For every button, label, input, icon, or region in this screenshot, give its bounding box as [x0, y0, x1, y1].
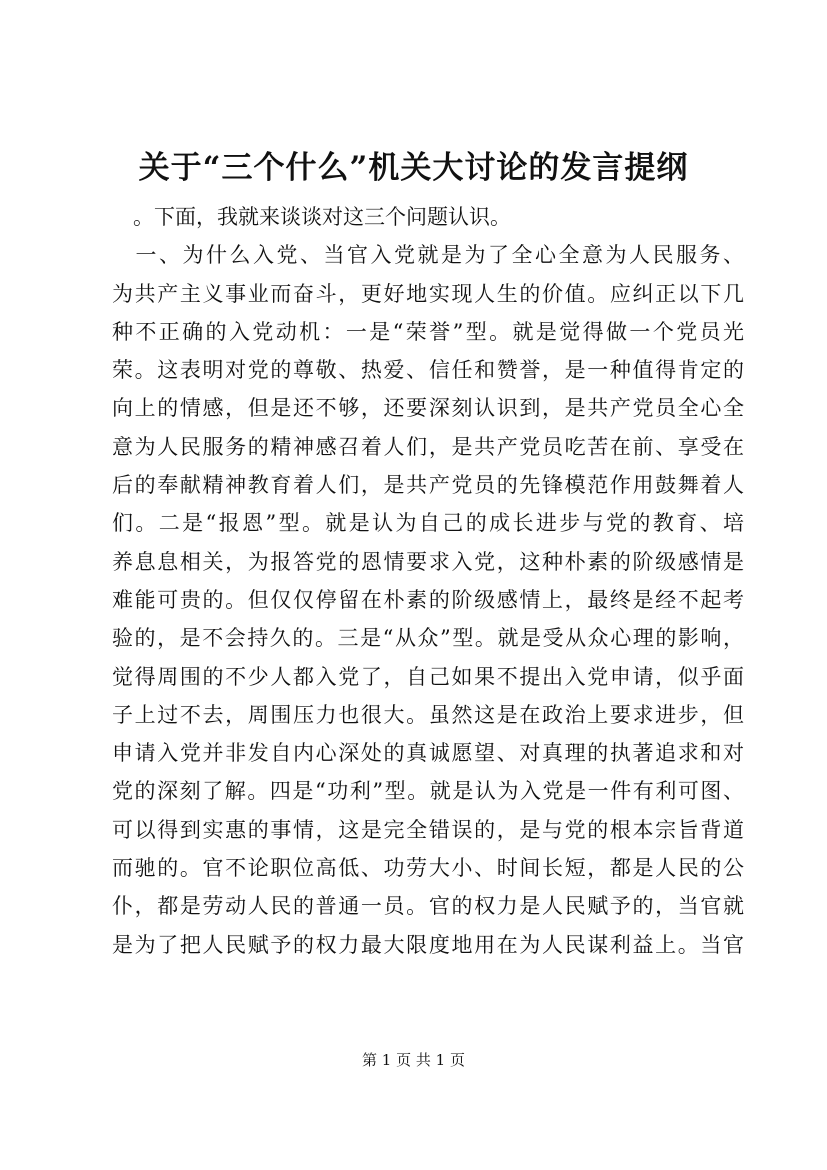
paragraph-line: 难能可贵的。但仅仅停留在朴素的阶级感情上，最终是经不起考 [112, 587, 744, 612]
paragraph-line: 们。二是“报恩”型。就是认为自己的成长进步与党的教育、培 [112, 511, 744, 536]
document-body [112, 198, 744, 964]
paragraph-line: 向上的情感，但是还不够，还要深刻认识到，是共产党员全心全 [112, 396, 744, 421]
paragraph-line: 是为了把人民赋予的权力最大限度地用在为人民谋利益上。当官 [112, 932, 744, 957]
page-number-footer: 第 1 页 共 1 页 [362, 1051, 465, 1069]
paragraph-line: 一、为什么入党、当官入党就是为了全心全意为人民服务、 [112, 243, 744, 268]
paragraph-line: 党的深刻了解。四是“功利”型。就是认为入党是一件有利可图、 [112, 779, 744, 804]
paragraph-line: 觉得周围的不少人都入党了，自己如果不提出入党申请，似乎面 [112, 664, 744, 689]
paragraph-line: 种不正确的入党动机：一是“荣誉”型。就是觉得做一个党员光 [112, 319, 744, 344]
paragraph-line: 申请入党并非发自内心深处的真诚愿望、对真理的执著追求和对 [112, 741, 744, 766]
paragraph-line: 后的奉献精神教育着人们，是共产党员的先锋模范作用鼓舞着人 [112, 473, 744, 498]
paragraph-line: 而驰的。官不论职位高低、功劳大小、时间长短，都是人民的公 [112, 856, 744, 881]
paragraph-line: 意为人民服务的精神感召着人们，是共产党员吃苦在前、享受在 [112, 434, 744, 459]
document-title: 关于“三个什么”机关大讨论的发言提纲 [138, 150, 689, 186]
paragraph-line: 。下面，我就来谈谈对这三个问题认识。 [112, 205, 511, 229]
paragraph-line: 养息息相关，为报答党的恩情要求入党，这种朴素的阶级感情是 [112, 549, 744, 574]
paragraph-line: 仆，都是劳动人民的普通一员。官的权力是人民赋予的，当官就 [112, 894, 744, 919]
paragraph-line: 可以得到实惠的事情，这是完全错误的，是与党的根本宗旨背道 [112, 817, 744, 842]
paragraph-line: 荣。这表明对党的尊敬、热爱、信任和赞誉，是一种值得肯定的 [112, 358, 744, 383]
paragraph-line: 验的，是不会持久的。三是“从众”型。就是受从众心理的影响， [112, 626, 744, 651]
paragraph-line: 为共产主义事业而奋斗，更好地实现人生的价值。应纠正以下几 [112, 281, 744, 306]
paragraph-line: 子上过不去，周围压力也很大。虽然这是在政治上要求进步，但 [112, 702, 744, 727]
